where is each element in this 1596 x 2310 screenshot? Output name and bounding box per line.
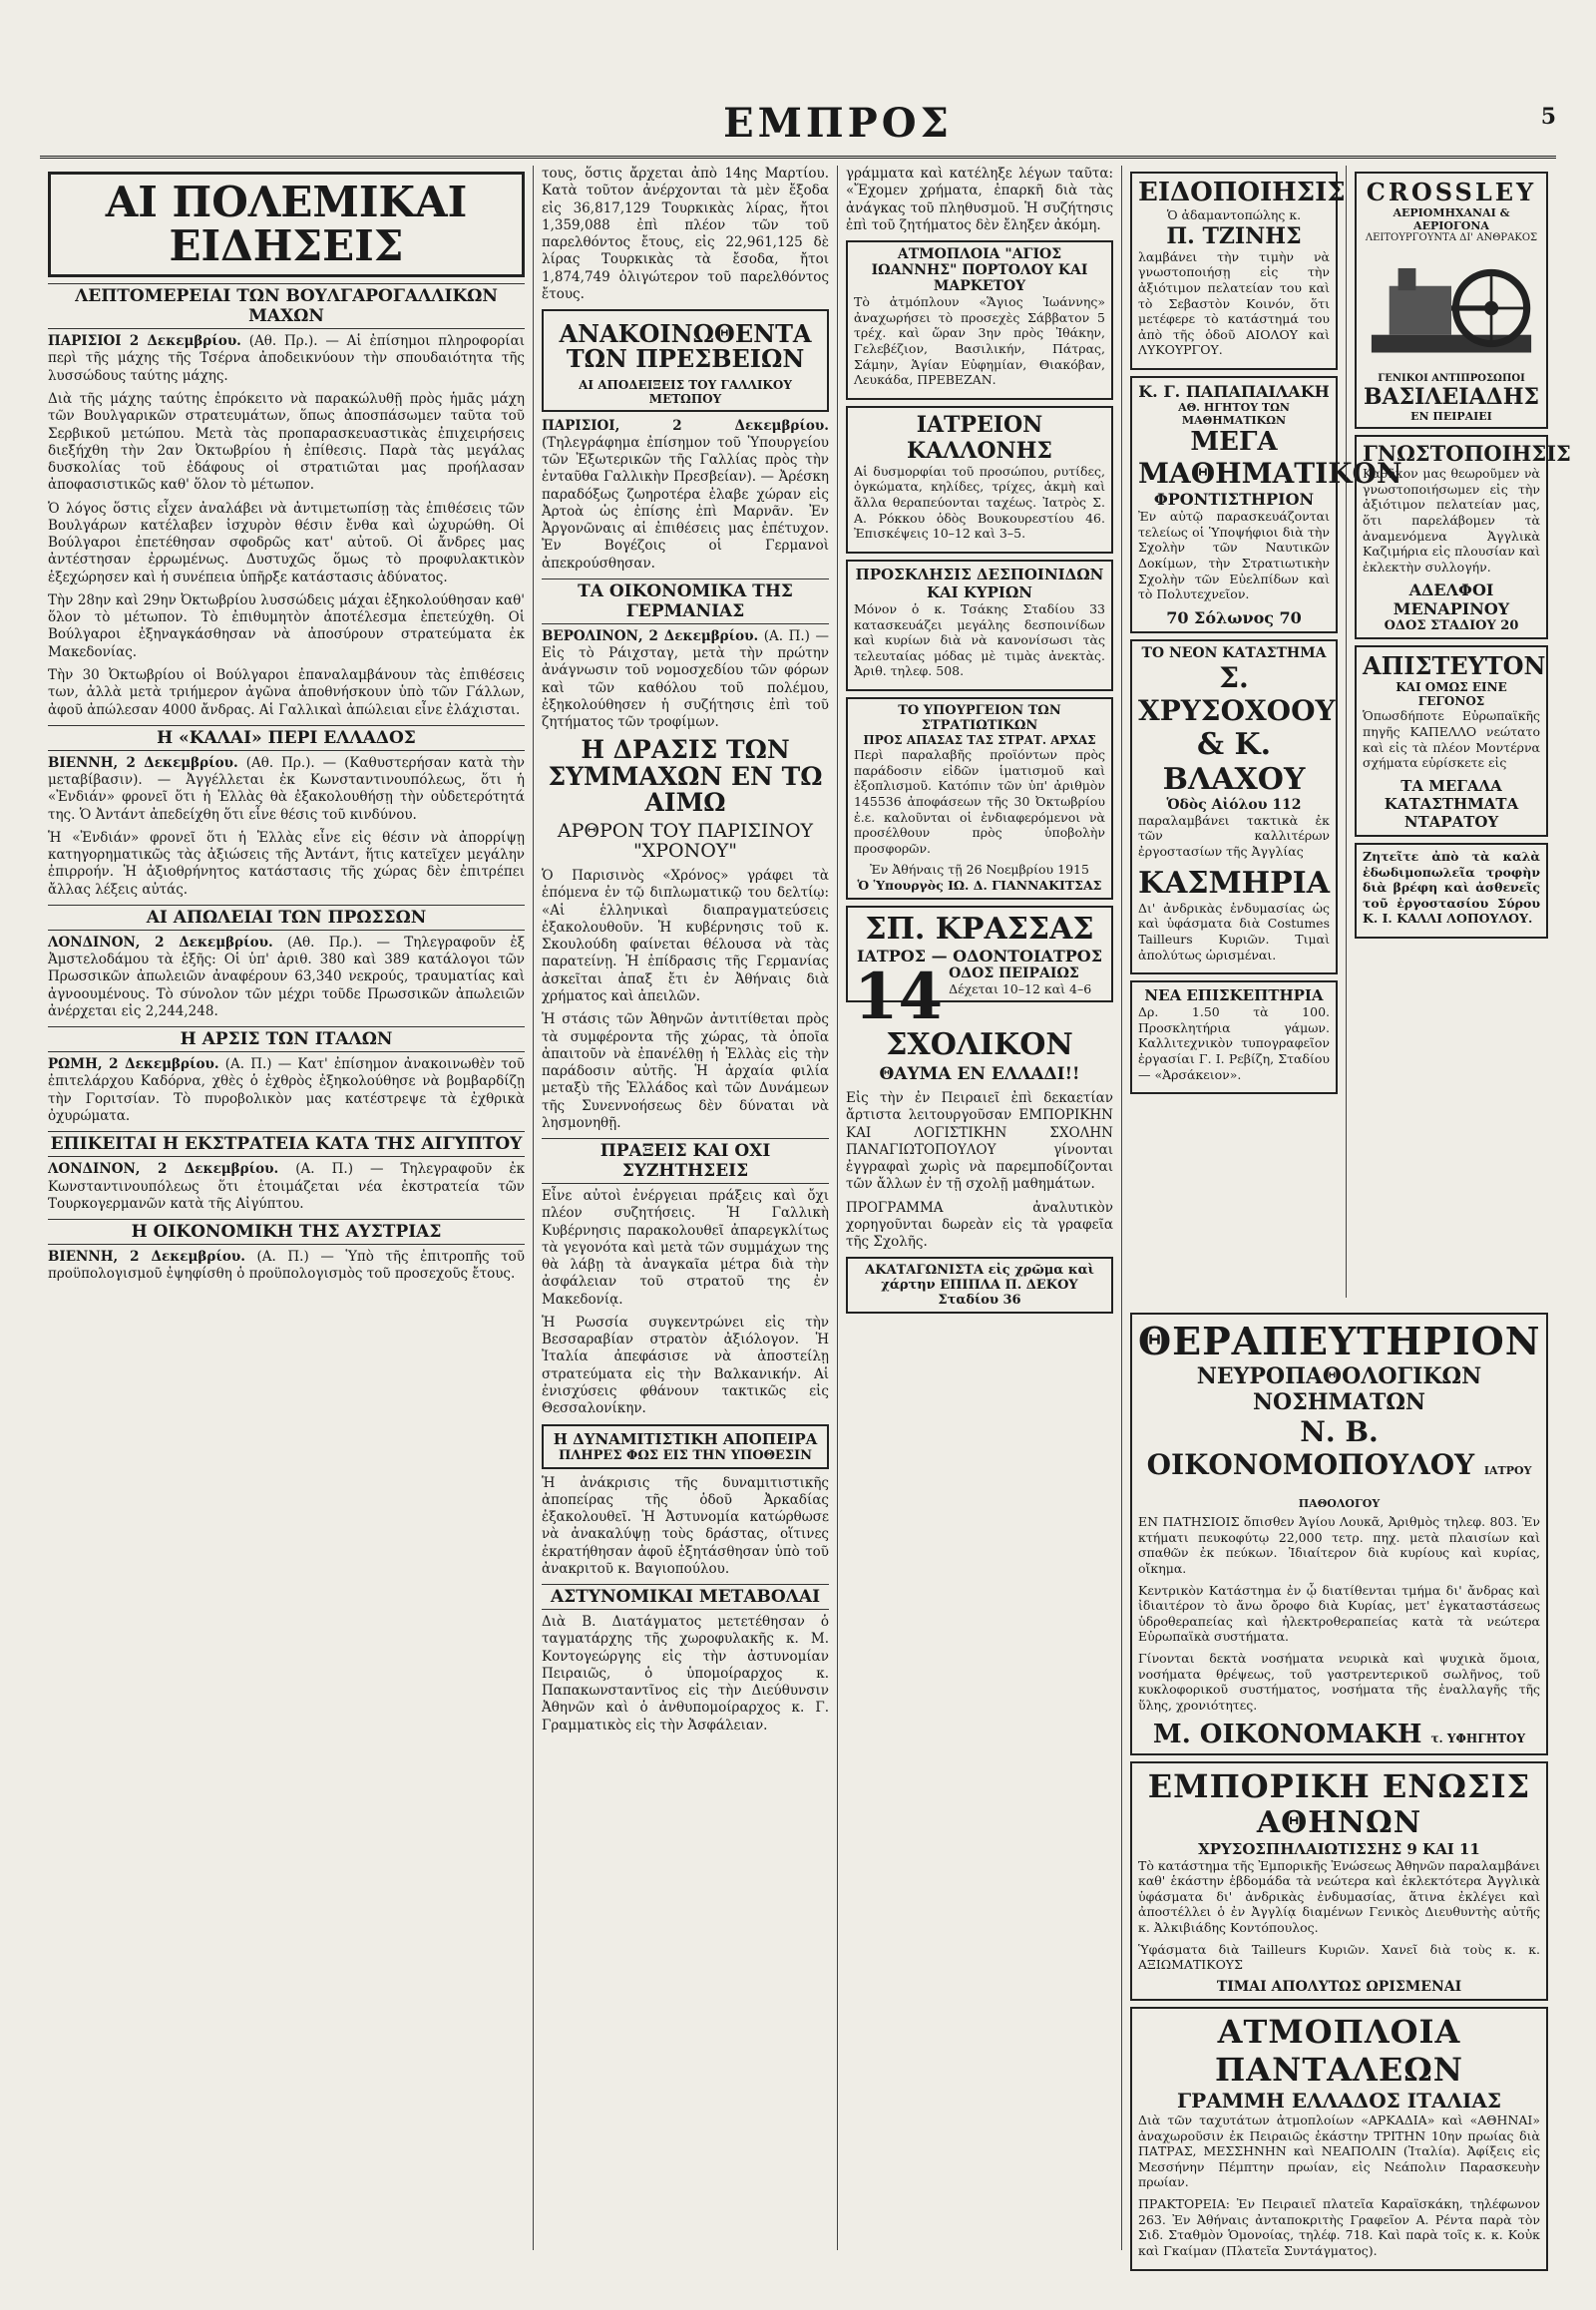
trade-union-ad <box>1130 1761 1548 2001</box>
column-ads-right <box>1347 166 1571 1298</box>
ad-text: Ζητεῖτε ἀπὸ τὰ καλὰ ἐδωδιμοπωλεῖα τροφὴν διὰ βρέφη καὶ ἀσθενεῖς τοῦ ἐργοστασίου Σύρου Κ. Ι. ΚΑΛΛΙ ΛΟΠΟΥΛΟΥ. <box>1363 848 1540 927</box>
clinic-second-doctor-line <box>1138 1720 1540 1749</box>
dentist-ad <box>846 906 1113 1034</box>
article-paragraph <box>48 333 525 385</box>
page-number: 5 <box>1540 104 1556 130</box>
ad-text: Αἱ δυσμορφίαι τοῦ προσώπου, ρυτίδες, ὀγκώματα, κηλίδες, τρίχες, ἀκμὴ καὶ ἄλλα θεραπεύονται ταχέως. Ἰατρὸς Σ. Α. Ρόκκου ὁδὸς Βουκουρεστίου 46. Ἐπισκέψεις 10–12 καὶ 3–5. <box>854 463 1105 542</box>
shop-title: ΤΟ ΝΕΟΝ ΚΑΤΑΣΤΗΜΑ <box>1141 644 1327 661</box>
article-paragraph <box>542 628 829 732</box>
trade-union-subtitle: ΑΘΗΝΩΝ <box>1256 1804 1422 1840</box>
article-paragraph: Διὰ τῆς μάχης ταύτης ἐπρόκειτο νὰ παρακώλυθῇ πρὸς ἡμᾶς μάχη τῶν Βουλγαρικῶν στρατευμάτων, ὅπως ἀποσπάσωμεν ταῦτα τοῦ Σερβικοῦ μετώπου. Μετὰ τὰς προπαρασκευαστικὰς ἐπιχειρήσεις διεξήχθη τὴν 2αν Ὀκτωβρίου ἡ ἐπίθεσις. Παρὰ τὰς μεγάλας δυσκολίας τοῦ ἐδάφους οἱ στρατιῶται μας προήλασαν ἀποφασιστικῶς καθ' ὅλον τὸ μέτωπον. <box>48 390 525 494</box>
article-paragraph <box>542 418 829 573</box>
ad-text: Ὑφάσματα διὰ Tailleurs Κυριῶν. Χανεῖ διὰ τοὺς κ. κ. ΑΞΙΩΜΑΤΙΚΟΥΣ <box>1138 1941 1540 1973</box>
announcement-ad <box>1355 435 1571 639</box>
section-heading: Η «ΚΑΛΑΙ» ΠΕΡΙ ΕΛΛΑΔΟΣ <box>48 725 525 751</box>
dateline: ΒΕΡΟΛΙΝΟΝ, 2 Δεκεμβρίου. <box>542 627 759 644</box>
clinic-ad <box>1130 1313 1548 1755</box>
clinic-subtitle: ΝΕΥΡΟΠΑΘΟΛΟΓΙΚΩΝ ΝΟΣΗΜΑΤΩΝ <box>1196 1363 1482 1415</box>
hats-title: ΑΠΙΣΤΕΥΤΟΝ <box>1363 651 1546 681</box>
shop-owner-2: & Κ. ΒΛΑΧΟΥ <box>1162 726 1306 797</box>
dentist-role: ΙΑΤΡΟΣ — ΟΔΟΝΤΟΙΑΤΡΟΣ <box>856 946 1103 965</box>
ad-text: Δρ. 1.50 τὰ 100. Προσκλητήρια γάμων. Καλλιτεχνικὸν τυπογραφεῖον ἐργασίαι Γ. Ι. Ρεβίζη, Σταδίου — «Ἀρσάκειον». <box>1138 1004 1330 1082</box>
article-paragraph <box>48 1161 525 1213</box>
dateline: ΛΟΝΔΙΝΟΝ, 2 Δεκεμβρίου. <box>48 934 273 951</box>
article-paragraph: Ὁ λόγος ὅστις εἶχεν ἀναλάβει νὰ ἀντιμετωπίσῃ τὰς ἐπιθέσεις τῶν Βουλγάρων κατέλαβεν ἰσχυρὸν θέσιν ἔνθα καὶ ὠχυρώθη. Οἱ Βούλγαροι ἐπετέθησαν σφοδρῶς κατ' αὐτοῦ. Οἱ ἄνδρες μας ἀντέστησαν ἐρρωμένως. Δυστυχῶς ὅμως τὸ προφυλακτικὸν ἐξεχώρησεν καὶ ἡ συνέπεια ὑπῆρξε κατάστασις ἀδύνατος. <box>48 500 525 585</box>
steamship-line-title: ΑΤΜΟΠΛΟΙΑ ΠΑΝΤΑΛΕΩΝ <box>1215 2012 1463 2089</box>
ad-text: Ἐν αὐτῷ παρασκευάζονται τελείως οἱ Ὑποψήφιοι διὰ τὴν Σχολὴν τῶν Ναυτικῶν Δοκίμων, τὴν Στρατιωτικὴν Σχολὴν τῶν Εὐελπίδων καὶ τὸ Πολυτεχνεῖον. <box>1138 509 1330 602</box>
dynamite-title: Η ΔΥΝΑΜΙΤΙΣΤΙΚΗ ΑΠΟΠΕΙΡΑ <box>553 1429 818 1448</box>
jeweller-notice <box>1130 172 1346 370</box>
crossley-city: ΕΝ ΠΕΙΡΑΙΕΙ <box>1410 410 1492 423</box>
announcement-name: ΑΔΕΛΦΟΙ ΜΕΝΑΡΙΝΟΥ <box>1393 580 1510 619</box>
section-heading: ΤΑ ΟΙΚΟΝΟΜΙΚΑ ΤΗΣ ΓΕΡΜΑΝΙΑΣ <box>542 578 829 624</box>
hats-store: ΤΑ ΜΕΓΑΛΑ ΚΑΤΑΣΤΗΜΑΤΑ ΝΤΑΡΑΤΟΥ <box>1384 776 1519 831</box>
hats-ad <box>1355 645 1548 837</box>
notice-from: Ὁ ἀδαμαντοπώλης κ. <box>1166 207 1302 222</box>
baby-food-ad <box>1355 843 1548 939</box>
clinic-doctor-role: ΙΑΤΡΟΥ ΠΑΘΟΛΟΓΟΥ <box>1298 1464 1532 1510</box>
steamship-line-subtitle: ΓΡΑΜΜΗ ΕΛΛΑΔΟΣ ΙΤΑΛΙΑΣ <box>1176 2088 1502 2113</box>
tutor-name: Κ. Γ. ΠΑΠΑΠΑΙΛΑΚΗ <box>1138 382 1330 401</box>
clinic-second-doctor: Μ. ΟΙΚΟΝΟΜΑΚΗ <box>1152 1719 1422 1749</box>
jeweller-name: Π. ΤΖΙΝΗΣ <box>1166 222 1302 249</box>
article-paragraph: Ἡ Ρωσσία συγκεντρώνει εἰς τὴν Βεσσαραβίαν στρατὸν ἀξιόλογον. Ἡ Ἰταλία ἀπεφάσισε νὰ ἀποστείλῃ στρατεύματα εἰς τὴν Βαλκανικήν. Αἱ ἐνισχύσεις φθάνουν τακτικῶς εἰς Θεσσαλονίκην. <box>542 1314 829 1417</box>
paragraph-text: (Α. Π.) — Ὑπὸ τῆς ἐπιτροπῆς τοῦ προϋπολογισμοῦ ἐψηφίσθη ὁ προϋπολογισμὸς τοῦ προσεχοῦς ἔτους. <box>48 1249 525 1283</box>
announcement-title: ΓΝΩΣΤΟΠΟΙΗΣΙΣ <box>1363 441 1571 466</box>
steamship-line-ad <box>1130 2007 1548 2271</box>
dentist-street-number: 14 <box>854 959 944 1034</box>
article-paragraph: Διὰ Β. Διατάγματος μετετέθησαν ὁ ταγματάρχης τῆς χωροφυλακῆς κ. Μ. Κοντογεώργης εἰς τὴν ἀστυνομίαν Πειραιῶς, ὁ ὑπομοίραρχος κ. Παπακωνσταντῖνος εἰς τὴν Διεύθυνσιν Ἀθηνῶν καὶ ὁ ἀνθυπομοίραρχος κ. Γ. Γραμματικὸς εἰς τὴν Ἀσφάλειαν. <box>542 1614 829 1733</box>
tutoring-big-3: ΦΡΟΝΤΙΣΤΗΡΙΟΝ <box>1153 490 1315 509</box>
dentist-street: ΟΔΟΣ ΠΕΙΡΑΙΩΣ <box>949 964 1079 981</box>
column-ads-ministry <box>838 166 1122 2250</box>
ad-text: Κεντρικὸν Κατάστημα ἐν ᾧ διατίθενται τμήμα δι' ἄνδρας καὶ ἰδιαιτέρον τὸ ἄνω ὄροφο διὰ Κυρίας, μετ' ἐγκαταστάσεως ὑδροθεραπείας καὶ ἠλεκτροθεραπείας κατὰ τὰ νεώτερα Εὐρωπαϊκὰ συστήματα. <box>1138 1582 1540 1645</box>
subheadline-battles: ΛΕΠΤΟΜΕΡΕΙΑΙ ΤΩΝ ΒΟΥΛΓΑΡΟΓΑΛΛΙΚΩΝ ΜΑΧΩΝ <box>48 283 525 329</box>
trade-union-address: ΧΡΥΣΟΣΠΗΛΑΙΩΤΙΣΣΗΣ 9 ΚΑΙ 11 <box>1198 1839 1480 1858</box>
notice-text: λαμβάνει τὴν τιμὴν νὰ γνωστοποιήσῃ εἰς τὴν ἀξιότιμον πελατείαν του καὶ τὸ Σεβαστὸν Κοινόν, ὅτι μετέφερε τὸ κατάστημά του ἀπὸ τῆς ὁδοῦ ΑΙΟΛΟΥ καὶ ΛΥΚΟΥΡΓΟΥ. <box>1138 248 1330 358</box>
engine-illustration-icon <box>1363 243 1540 373</box>
clinic-title: ΙΑΤΡΕΙΟΝ ΚΑΛΛΟΝΗΣ <box>907 411 1052 464</box>
paragraph-text: (Αθ. Πρ.). — (Καθυστερήσαν κατὰ τὴν μεταβίβασιν). — Ἀγγέλλεται ἐκ Κωνσταντινουπόλεως, ὅτι ἡ «Ἐνδιάν» φρονεῖ ὅτι ἡ Ἑλλὰς θὰ ἐξακολουθήσῃ τὴν οὐδετερότητά της. Ὁ Ἀντάντ ἀπεδείχθη ὅτι εἶνε θέσις τοῦ κινδύνου. <box>48 754 525 823</box>
dentist-hours: Δέχεται 10–12 καὶ 4–6 <box>949 980 1092 996</box>
paragraph-text: (Α. Π.) — Κατ' ἐπίσημον ἀνακοινωθὲν τοῦ ἐπιτελάρχου Καδόρνα, χθὲς ὁ ἐχθρὸς ἐξηκολούθησε νὰ βομβαρδίζῃ τὴν Γοριτσίαν. Τὸ πυροβολικὸν μας κατέστρεψε τὰ ἐχθρικὰ ὀχυρώματα. <box>48 1056 525 1125</box>
masthead <box>40 96 1556 159</box>
dentist-name: ΣΠ. ΚΡΑΣΣΑΣ <box>865 911 1094 947</box>
paragraph-text: (Α. Π.) — Εἰς τὸ Ράιχσταγ, μετὰ τὴν πρώτην ἀνάγνωσιν τοῦ νομοσχεδίου τῶν φόρων καὶ τῶν καθόλου τοῦ πολέμου, ἐξηκολούθησεν ἡ συζήτησις ἐπὶ τοῦ ζητήματος τῶν τροφίμων. <box>542 627 829 731</box>
shop-product: ΚΑΣΜΗΡΙΑ <box>1138 865 1330 901</box>
trade-union-title: ΕΜΠΟΡΙΚΗ ΕΝΩΣΙΣ <box>1147 1766 1531 1805</box>
ad-text: Διὰ τῶν ταχυτάτων ἀτμοπλοίων «ΑΡΚΑΔΙΑ» καὶ «ΑΘΗΝΑΙ» ἀναχωροῦσιν ἐκ Πειραιῶς ἑκάστην ΤΡΙΤΗΝ 10ην πρωίας διὰ ΠΑΤΡΑΣ, ΜΕΣΣΗΝΗΝ καὶ ΝΕΑΠΟΛΙΝ (Ἰταλία). Ἀφίξεις εἰς Μεσσήνην Πέμπτην πρωίαν, εἰς Νεάπολιν Παρασκευὴν πρωίαν. <box>1138 2112 1540 2190</box>
embassies-title: ΑΝΑΚΟΙΝΩΘΕΝΤΑ ΤΩΝ ΠΡΕΣΒΕΙΩΝ <box>559 319 812 374</box>
notice-text: Περὶ παραλαβῆς προϊόντων πρὸς παράδοσιν εἰδῶν ἱματισμοῦ καὶ ἐξοπλισμοῦ. Κατόπιν τῶν ὑπ' ἀριθμὸν 145536 ἀποφάσεων τῆς 30 Ὀκτωβρίου ἐ.ε. καλοῦνται οἱ ἐνδιαφερόμενοι νὰ προσέλθουν πρὸς ὑποβολὴν προσφορῶν. <box>854 747 1105 856</box>
ad-text: Μόνον ὁ κ. Τσάκης Σταδίου 33 κατασκευάζει μεγάλης δεσποινίδων καὶ κυρίων διὰ νὰ κανονίσωσι τὰς τελευταίας μόδας μὲ τιμὰς ἀνεκτὰς. Ἀριθ. τηλεφ. 508. <box>854 600 1105 679</box>
crossley-title: CROSSLEY <box>1366 178 1537 206</box>
embassies-subtitle: ΑΙ ΑΠΟΔΕΙΞΕΙΣ ΤΟΥ ΓΑΛΛΙΚΟΥ ΜΕΤΩΠΟΥ <box>579 377 792 406</box>
article-paragraph <box>48 755 525 824</box>
school-subtitle: ΘΑΥΜΑ ΕΝ ΕΛΛΑΔΙ!! <box>879 1064 1080 1085</box>
notice-date: Ἐν Ἀθήναις τῇ 26 Νοεμβρίου 1915 <box>870 862 1089 878</box>
ad-text: ΠΡΟΓΡΑΜΜΑ ἀναλυτικὸν χορηγοῦνται δωρεὰν εἰς τὰ γραφεῖα τῆς Σχολῆς. <box>846 1199 1113 1251</box>
article-paragraph: Εἶνε αὐτοὶ ἐνέργειαι πράξεις καὶ ὄχι πλέον συζητήσεις. Ἡ Γαλλικὴ Κυβέρνησις παρακολουθεῖ ἀπαρεγκλίτως τὰ γεγονότα καὶ μετὰ τῶν συμμάχων της θὰ λάβῃ τὰ ἀναγκαῖα μέτρα διὰ τὴν ἀσφάλειαν τοῦ στρατοῦ της ἐν Μακεδονίᾳ. <box>542 1188 829 1308</box>
clinic-doctor-line <box>1138 1415 1540 1514</box>
steamship-title: ΑΤΜΟΠΛΟΙΑ "ΑΓΙΟΣ ΙΩΑΝΝΗΣ" ΠΟΡΤΟΛΟΥ ΚΑΙ ΜΑΡΚΕΤΟΥ <box>871 246 1088 295</box>
paragraph-text: (Τηλεγράφημα ἐπίσημον τοῦ Ὑπουργείου τῶν Ἐξωτερικῶν τῆς Γαλλίας πρὸς τὴν ἐνταῦθα Γαλλικὴν Πρεσβείαν). — Ἀρέσκη παραδόξως ζωηροτέρα ἐλαβε χώραν εἰς Ἀρτοὰ ὡς ἐπίσης ἐπὶ Μαρνᾶν. Ἐν Ἀργονῶναις αἱ ἐπιθέσεις μας ἐπέτυχον. Ἐν Βογέζοις οἱ Γερμανοὶ ἀπεκρούσθησαν. <box>542 434 829 572</box>
tutoring-address: 70 Σόλωνος 70 <box>1166 607 1302 627</box>
notice-signature: Ὁ Ὑπουργὸς ΙΩ. Δ. ΓΙΑΝΝΑΚΙΤΣΑΣ <box>857 878 1102 894</box>
allies-subheadline: ΑΡΘΡΟΝ ΤΟΥ ΠΑΡΙΣΙΝΟΥ "ΧΡΟΝΟΥ" <box>557 820 814 863</box>
crossley-ad <box>1355 172 1548 429</box>
dateline: ΛΟΝΔΙΝΟΝ, 2 Δεκεμβρίου. <box>48 1161 279 1178</box>
ad-text: Ὁπωσδήποτε Εὐρωπαϊκῆς πηγῆς ΚΑΠΕΛΛΟ νεώτατο καὶ εἰς τὰ πλέον Μοντέρνα σχήματα εὑρίσκετε εἰς <box>1363 708 1540 771</box>
clinic-second-doctor-role: τ. ΥΦΗΓΗΤΟΥ <box>1430 1731 1526 1745</box>
ad-text: Δι' ἀνδρικὰς ἐνδυμασίας ὡς καὶ ὑφάσματα διὰ Costumes Tailleurs Κυριῶν. Τιμαὶ ἀπολύτως ὡρισμέναι. <box>1138 900 1330 962</box>
announcement-address: ΟΔΟΣ ΣΤΑΔΙΟΥ 20 <box>1384 618 1519 634</box>
invitation-ad <box>846 560 1113 691</box>
crossley-sub: ΑΕΡΙΟΜΗΧΑΝΑΙ & ΑΕΡΙΟΓΟΝΑ <box>1393 206 1510 232</box>
article-paragraph: Τὴν 28ην καὶ 29ην Ὀκτωβρίου λυσσώδεις μάχαι ἐξηκολούθησαν καθ' ὅλον τὸ μέτωπον. Τὸ ἐπιθυμητὸν ἀποτέλεσμα ἐπετεύχθη. Οἱ Βούλγαροι ἐξηναγκάσθησαν νὰ ἀποσύρουν στρατεύματα ἐκ Μακεδονίας. <box>48 591 525 660</box>
embassies-heading-box <box>542 309 829 411</box>
ad-text: Τὸ ἀτμόπλουν «Ἅγιος Ἰωάννης» ἀναχωρήσει τὸ προσεχὲς Σάββατον 5 τρέχ. καὶ ὥραν 3ην πρὸς Ἰθάκην, Γελεβέζιον, Βασιλικήν, Πάτρας, Σάμην, Ἁγίαν Εὐφημίαν, Θιακόβαν, Λευκάδα, ΠΡΕΒΕΖΑΝ. <box>854 294 1105 388</box>
article-paragraph: Ὁ Παρισινὸς «Χρόνος» γράφει τὰ ἑπόμενα ἐν τῷ διπλωματικῷ του δελτίῳ: «Αἱ ἑλληνικαὶ διαπραγματεύσεις ἐξακολουθοῦν. Ἡ κυβέρνησις τοῦ κ. Σκουλούδη φαίνεται θέλουσα νὰ τὰς παρατείνῃ. Ἡ ἐπίδρασις τῆς Γερμανίας ἀσκεῖται ἀπαξ ἔτι ἐν Ἀθήναις διὰ χρήματος καὶ ἀπειλῶν. <box>542 868 829 1004</box>
article-paragraph <box>48 935 525 1020</box>
dateline: ΒΙΕΝΝΗ, 2 Δεκεμβρίου. <box>48 1249 245 1266</box>
dateline: ΠΑΡΙΣΙΟΙ, 2 Δεκεμβρίου. <box>542 417 829 434</box>
shop-ad <box>1130 639 1338 974</box>
article-paragraph <box>48 1249 525 1284</box>
ministry-title: ΤΟ ΥΠΟΥΡΓΕΙΟΝ ΤΩΝ ΣΤΡΑΤΙΩΤΙΚΩΝ <box>898 703 1061 734</box>
allies-headline: Η ΔΡΑΣΙΣ ΤΩΝ ΣΥΜΜΑΧΩΝ ΕΝ ΤΩ ΑΙΜΩ <box>548 735 823 817</box>
tutoring-big-2: ΜΑΘΗΜΑΤΙΚΟΝ <box>1138 457 1402 490</box>
column-embassies <box>534 166 838 2250</box>
dateline: ΒΙΕΝΝΗ, 2 Δεκεμβρίου. <box>48 754 238 771</box>
tutoring-big-1: ΜΕΓΑ <box>1190 427 1278 457</box>
hats-subtitle: ΚΑΙ ΟΜΩΣ ΕΙΝΕ ΓΕΓΟΝΟΣ <box>1396 680 1507 709</box>
dateline: ΠΑΡΙΣΙΟΙ 2 Δεκεμβρίου. <box>48 333 241 350</box>
article-paragraph: τους, ὅστις ἄρχεται ἀπὸ 14ης Μαρτίου. Κατὰ τοῦτον ἀνέρχονται τὰ μὲν ἔξοδα εἰς 36,817,129 Τουρκικὰς λίρας, ἤτοι 1,359,088 ἐπὶ πλέον τῶν τοῦ παρελθόντος ἔτους, εἰς 22,961,125 δὲ λίρας Τουρκικὰς τὰ ἔσοδα, ἤτοι 1,874,749 ὀλιγώτερον τοῦ παρελθόντος ἔτους. <box>542 166 829 302</box>
section-heading: Η ΟΙΚΟΝΟΜΙΚΗ ΤΗΣ ΑΥΣΤΡΙΑΣ <box>48 1219 525 1245</box>
section-heading: Η ΑΡΣΙΣ ΤΩΝ ΙΤΑΛΩΝ <box>48 1026 525 1052</box>
headline-war-news: ΑΙ ΠΟΛΕΜΙΚΑΙ ΕΙΔΗΣΕΙΣ <box>48 172 525 277</box>
ministry-subtitle: ΠΡΟΣ ΑΠΑΣΑΣ ΤΑΣ ΣΤΡΑΤ. ΑΡΧΑΣ <box>863 733 1096 748</box>
invitation-title: ΠΡΟΣΚΛΗΣΙΣ ΔΕΣΠΟΙΝΙΔΩΝ ΚΑΙ ΚΥΡΙΩΝ <box>855 565 1104 601</box>
shop-address: Ὁδὸς Αἰόλου 112 <box>1166 796 1302 813</box>
article-paragraph: Ἡ ἀνάκρισις τῆς δυναμιτιστικῆς ἀποπείρας τῆς ὁδοῦ Ἀρκαδίας ἐξακολουθεῖ. Ἡ Ἀστυνομία κατώρθωσε νὰ ἀνακαλύψῃ τοὺς δράστας, οἵτινες ἐκρατήθησαν ἀφοῦ ἐξητάσθησαν ὑπὸ τοῦ ἀνακριτοῦ κ. Βαγιοπούλου. <box>542 1474 829 1577</box>
ad-text: Τὸ κατάστημα τῆς Ἐμπορικῆς Ἑνώσεως Ἀθηνῶν παραλαμβάνει καθ' ἑκάστην ἑβδομάδα τὰ νεώτερα καὶ ἐκλεκτότερα Ἀγγλικὰ ὑφάσματα δι' ἀνδρικὰς ἐνδυμασίας, ἅτινα ἐκλέγει καὶ ἀποστέλλει ὁ ἐν Ἀγγλίᾳ διαμένων Γενικὸς Διευθυντὴς αὐτῆς κ. Ἀλκιβιάδης Κοντόπουλος. <box>1138 1857 1540 1935</box>
section-heading: ΠΡΑΞΕΙΣ ΚΑΙ ΟΧΙ ΣΥΖΗΤΗΣΕΙΣ <box>542 1138 829 1184</box>
shop-owner-1: Σ. ΧΡΥΣΟΧΟΟΥ <box>1138 660 1336 727</box>
cards-title: ΝΕΑ ΕΠΙΣΚΕΠΤΗΡΙΑ <box>1144 986 1324 1005</box>
dateline: ΡΩΜΗ, 2 Δεκεμβρίου. <box>48 1056 219 1073</box>
ad-text: ΕΝ ΠΑΤΗΣΙΟΙΣ ὄπισθεν Ἁγίου Λουκᾶ, Ἀριθμὸς τηλεφ. 803. Ἐν κτήματι πευκοφύτῳ 22,000 τετρ. πηχ. μετὰ πλαισίων καὶ σπαθῶν ἐκ πεύκων. Ἰδιαίτερον διὰ κυρίους καὶ κυρίας, οἴκημα. <box>1138 1514 1540 1576</box>
steamship-ad <box>846 240 1113 400</box>
crossley-agent: ΓΕΝΙΚΟΙ ΑΝΤΙΠΡΟΣΩΠΟΙ <box>1378 373 1525 384</box>
clinic-title: ΘΕΡΑΠΕΥΤΗΡΙΟΝ <box>1138 1319 1541 1363</box>
school-title: ΣΧΟΛΙΚΟΝ <box>886 1026 1073 1062</box>
crossley-line: ΛΕΙΤΟΥΡΓΟΥΝΤΑ ΔΙ' ΑΝΘΡΑΚΟΣ <box>1365 232 1538 243</box>
trade-union-prices: ΤΙΜΑΙ ΑΠΟΛΥΤΩΣ ΩΡΙΣΜΕΝΑΙ <box>1216 1978 1462 1995</box>
article-paragraph: Ἡ στάσις τῶν Ἀθηνῶν ἀντιτίθεται πρὸς τὰ συμφέροντα τῆς χώρας, τὰ ὁποῖα ἀπαιτοῦν νὰ ἐπανέλθῃ ἡ Ἑλλὰς εἰς τὴν παράδοσιν αὐτῆς. Ἡ ἀρχαία φιλία μεταξὺ τῆς Ἑλλάδος καὶ τῶν Δυνάμεων τῆς Συνεννοήσεως δὲν δύναται νὰ λησμονηθῇ. <box>542 1011 829 1131</box>
clinic-doctor: Ν. Β. ΟΙΚΟΝΟΜΟΠΟΥΛΟΥ <box>1146 1415 1475 1481</box>
ministry-notice <box>846 697 1113 900</box>
article-paragraph: Τὴν 30 Ὀκτωβρίου οἱ Βούλγαροι ἐπαναλαμβάνουν τὰς ἐπιθέσεις των, ἀλλὰ μετὰ τριήμερον ἀγῶνα ἀποθνήσκουν ὑπὸ τῶν Γάλλων, ἀφοῦ ἀπώλεσαν 4000 ἄνδρας. Αἱ Γαλλικαὶ ἀπώλειαι εἶνε ἐλάχισται. <box>48 666 525 718</box>
paragraph-text: (Α. Π.) — Τηλεγραφοῦν ἐκ Κωνσταντινουπόλεως ὅτι ἐτοιμάζεται νέα ἐκστρατεία τῶν Τουρκογερμανῶν κατὰ τῆς Αἰγύπτου. <box>48 1161 526 1212</box>
crossley-agent-name: ΒΑΣΙΛΕΙΑΔΗΣ <box>1363 384 1540 410</box>
ad-text: παραλαμβάνει τακτικὰ ἐκ τῶν καλλιτέρων ἐργοστασίων τῆς Ἀγγλίας <box>1138 812 1330 859</box>
article-paragraph: γράμματα καὶ κατέληξε λέγων ταῦτα: «Ἔχομεν χρήματα, ἐπαρκῆ διὰ τὰς ἀνάγκας τοῦ πληθυσμοῦ. Ἡ συζήτησις ἐπὶ τοῦ ζητήματος δὲν ἔληξεν ἀκόμη. <box>846 166 1113 233</box>
paragraph-text: (Αθ. Πρ.). — Αἱ ἐπίσημοι πληροφορίαι περὶ τῆς μάχης τῆς Τσέρνα ἀποδεικνύουν τὴν σπουδαιότητα τῆς λυσσώδους ταύτης μάχης. <box>48 333 525 384</box>
article-paragraph <box>48 1056 525 1125</box>
beauty-clinic-ad <box>846 406 1113 554</box>
tutor-role: ΑΘ. ΗΓΗΤΟΥ ΤΩΝ ΜΑΘΗΜΑΤΙΚΩΝ <box>1178 401 1290 427</box>
section-heading: ΑΣΤΥΝΟΜΙΚΑΙ ΜΕΤΑΒΟΛΑΙ <box>542 1584 829 1610</box>
tutoring-ad <box>1130 376 1402 633</box>
section-heading: ΑΙ ΑΠΩΛΕΙΑΙ ΤΩΝ ΠΡΩΣΣΩΝ <box>48 905 525 931</box>
dynamite-heading-box <box>542 1424 829 1469</box>
column-notices <box>1122 166 1402 1298</box>
newspaper-title: ΕΜΠΡΟΣ <box>723 100 953 147</box>
ad-text: ΠΡΑΚΤΟΡΕΙΑ: Ἐν Πειραιεῖ πλατεῖα Καραϊσκάκη, τηλέφωνον 263. Ἐν Ἀθήναις ἀνταποκριτὴς Γραφεῖον Α. Ρέντα παρὰ τὸν Σιδ. Σταθμὸν Ὁμονοίας, τηλέφ. 718. Καὶ παρὰ τοῖς κ. κ. Κοὐκ καὶ Γκαίμαν (Πλατεῖα Συντάγματος). <box>1138 2196 1540 2258</box>
section-heading: ΕΠΙΚΕΙΤΑΙ Η ΕΚΣΤΡΑΤΕΙΑ ΚΑΤΑ ΤΗΣ ΑΙΓΥΠΤΟΥ <box>48 1131 525 1157</box>
wide-ads-block <box>1122 1307 1556 2258</box>
dynamite-subtitle: ΠΛΗΡΕΣ ΦΩΣ ΕΙΣ ΤΗΝ ΥΠΟΘΕΣΙΝ <box>558 1447 812 1463</box>
ad-text: Εἰς τὴν ἐν Πειραιεῖ ἐπὶ δεκαετίαν ἄρτιστα λειτουργοῦσαν ΕΜΠΟΡΙΚΗΝ ΚΑΙ ΛΟΓΙΣΤΙΚΗΝ ΣΧΟΛΗΝ ΠΑΝΑΓΙΩΤΟΠΟΥΛΟΥ γίνονται ἐγγραφαὶ χωρὶς νὰ παρεμποδίζονται τῶν ἄλλων ἐν τῇ σχολῇ μαθημάτων. <box>846 1090 1113 1193</box>
cards-ad <box>1130 980 1338 1094</box>
furniture-ad: ΑΚΑΤΑΓΩΝΙΣΤΑ εἰς χρῶμα καὶ χάρτην ΕΠΙΠΛΑ Π. ΔΕΚΟΥ Σταδίου 36 <box>846 1257 1113 1314</box>
notice-title: ΕΙΔΟΠΟΙΗΣΙΣ <box>1138 178 1346 207</box>
article-paragraph: Ἡ «Ἐνδιάν» φρονεῖ ὅτι ἡ Ἑλλὰς εἶνε εἰς θέσιν νὰ ἀπορρίψῃ κατηγορηματικῶς τὰς ἀξιώσεις τῆς Ἀντάντ, ἥτις κατεῖχεν μεγάλην ἐπιρροήν. Ἡ ἀξιοθρήνητος κατάστασις τῆς χώρας δὲν ἐπιτρέπει ἄλλας λέξεις αὐτάς. <box>48 829 525 898</box>
ad-text: Γίνονται δεκτὰ νοσήματα νευρικὰ καὶ ψυχικὰ ὅμοια, νοσήματα θρέψεως, τοῦ γαστρεντερικοῦ σωλῆνος, τοῦ κυκλοφορικοῦ συστήματος, νοσήματα τῆς ἐναλλαγῆς τῆς ὕλης, χρονιότητες. <box>1138 1651 1540 1713</box>
column-war-news <box>40 166 534 2250</box>
paragraph-text: (Αθ. Πρ.). — Τηλεγραφοῦν ἐξ Ἀμστελοδάμου τὰ ἑξῆς: Οἱ ὑπ' ἀριθ. 380 καὶ 389 κατάλογοι τῶν Πρωσσικῶν ἀπωλειῶν ἀναφέρουν 63,340 νεκρούς, τραυματίας καὶ ἀγνοουμένους. Τὸ σύνολον τῶν μέχρι τοῦδε Πρωσσικῶν ἀπωλειῶν ἀνέρχεται εἰς 2,244,248. <box>48 934 526 1019</box>
ad-text: Καθῆκον μας θεωροῦμεν νὰ γνωστοποιήσωμεν εἰς τὴν ἀξιότιμον πελατείαν μας, ὅτι παρελάβομεν τὰ ἀναμενόμενα Ἀγγλικὰ Καζιμήρια εἰς πλουσίαν καὶ ἐκλεκτὴν συλλογήν. <box>1363 466 1540 575</box>
